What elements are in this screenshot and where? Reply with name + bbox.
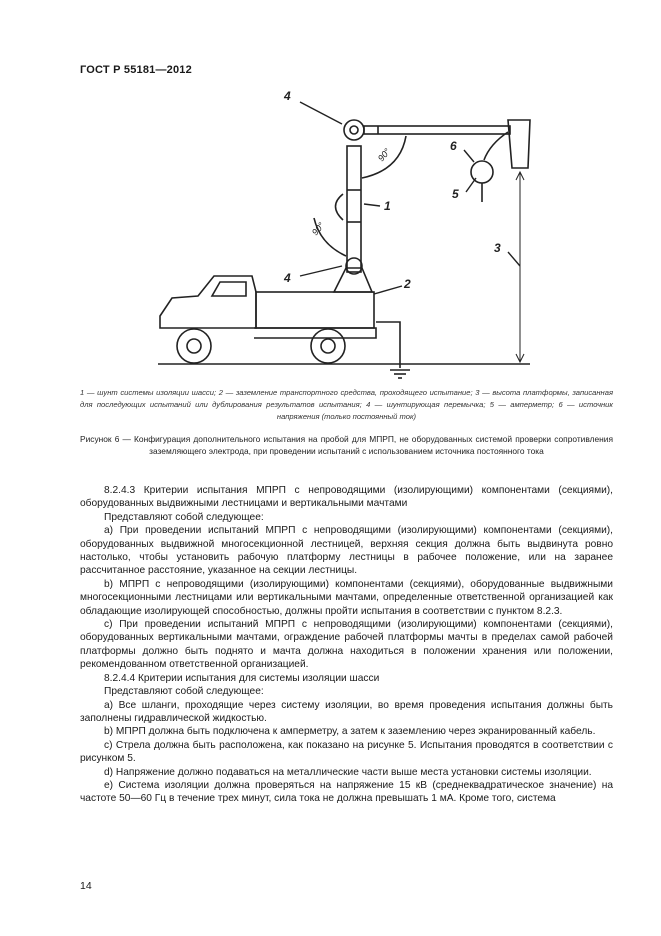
section-8-2-4-4: 8.2.4.4 Критерии испытания для системы изоляции шасси bbox=[104, 672, 380, 684]
rear-wheel bbox=[311, 329, 345, 363]
figure-legend: 1 — шунт системы изоляции шасси; 2 — заземление транспортного средства, проходящего испытание; 3 — высота платформы, записанная для последующих испытаний или дублирования результатов испытания; 4 — шунтирующая перемычка; 5 — амперметр; 6 — источник напряжения (только постоянный ток) bbox=[80, 388, 613, 421]
section-8-2-4-3: 8.2.4.3 Критерии испытания МПРП с непроводящими (изолирующими) компонентами (секциями), оборудованных выдвижными лестницами и вертикальными мачтами bbox=[80, 485, 613, 510]
figure-caption: Рисунок 6 — Конфигурация дополнительного испытания на пробой для МПРП, не оборудованных системой проверки сопротивления заземляющего электрода, при проведении испытаний с использованием источника постоянного тока bbox=[80, 434, 613, 456]
list-item-c: c) При проведении испытаний МПРП с непроводящими (изолирующими) компонентами (секциями), оборудованных вертикальными мачтами, ограждение рабочей платформы мачты в пределах самой рабочей платформы должно быть поднято и мачта должна находиться в положении хранения или положении, рекомендованном ответственной организацией. bbox=[80, 619, 613, 671]
list-item-d: d) Напряжение должно подаваться на металлические части выше места установки системы изоляции. bbox=[104, 766, 592, 778]
list-item-a: а) Все шланги, проходящие через систему изоляции, во время проведения испытания должны быть заполнены гидравлической жидкостью. bbox=[80, 699, 613, 724]
paragraph: Представляют собой следующее: bbox=[104, 511, 264, 523]
callout-1: 1 bbox=[384, 199, 391, 213]
boom bbox=[364, 126, 510, 134]
body-text bbox=[80, 484, 613, 806]
callout-4-bottom: 4 bbox=[284, 271, 291, 285]
list-item-a: а) При проведении испытаний МПРП с непроводящими (изолирующими) компонентами (секциями), оборудованных выдвижной многосекционной лестницей, верхняя секция должна быть выдвинута ровно настолько, чтобы установить рабочую платформу лестницы в рабочее положение, или на заранее рассчитанное расстояние, указанное на секции лестницы. bbox=[80, 525, 613, 577]
platform-bucket bbox=[508, 120, 530, 168]
callout-5: 5 bbox=[452, 187, 459, 201]
list-item-c: c) Стрела должна быть расположена, как показано на рисунке 5. Испытания проводятся в соответствии с рисунком 5. bbox=[80, 739, 613, 765]
test-configuration-figure bbox=[150, 86, 550, 384]
angle-label-top: 90° bbox=[375, 146, 393, 164]
callout-4-top: 4 bbox=[284, 89, 291, 103]
callout-3: 3 bbox=[494, 241, 501, 255]
truck-cab bbox=[160, 276, 256, 328]
list-item-b: b) МПРП с непроводящими (изолирующими) компонентами (секциями), оборудованные выдвижными многосекционными лестницами или вертикальными мачтами, определенные ответственной организацией как обладающие изолирующей способностью, должны пройти испытания в соответствии с пунктом 8.2.3. bbox=[80, 578, 613, 617]
list-item-e: е) Система изоляции должна проверяться на напряжение 15 кВ (среднеквадратическое значение) на частоте 50—60 Гц в течение трех минут, сила тока не должна превышать 1 мА. Кроме того, система bbox=[80, 779, 613, 805]
document-header: ГОСТ Р 55181—2012 bbox=[80, 64, 192, 76]
truck-body bbox=[256, 292, 374, 328]
paragraph: Представляют собой следующее: bbox=[104, 686, 264, 698]
callout-2: 2 bbox=[404, 277, 411, 291]
list-item-b: b) МПРП должна быть подключена к амперметру, а затем к заземлению через экранированный кабель. bbox=[104, 726, 596, 738]
mast bbox=[347, 146, 361, 272]
front-wheel bbox=[177, 329, 211, 363]
top-joint bbox=[344, 120, 364, 140]
page-number: 14 bbox=[80, 880, 92, 892]
angle-label-bottom: 90° bbox=[309, 220, 327, 238]
callout-6: 6 bbox=[450, 139, 457, 153]
